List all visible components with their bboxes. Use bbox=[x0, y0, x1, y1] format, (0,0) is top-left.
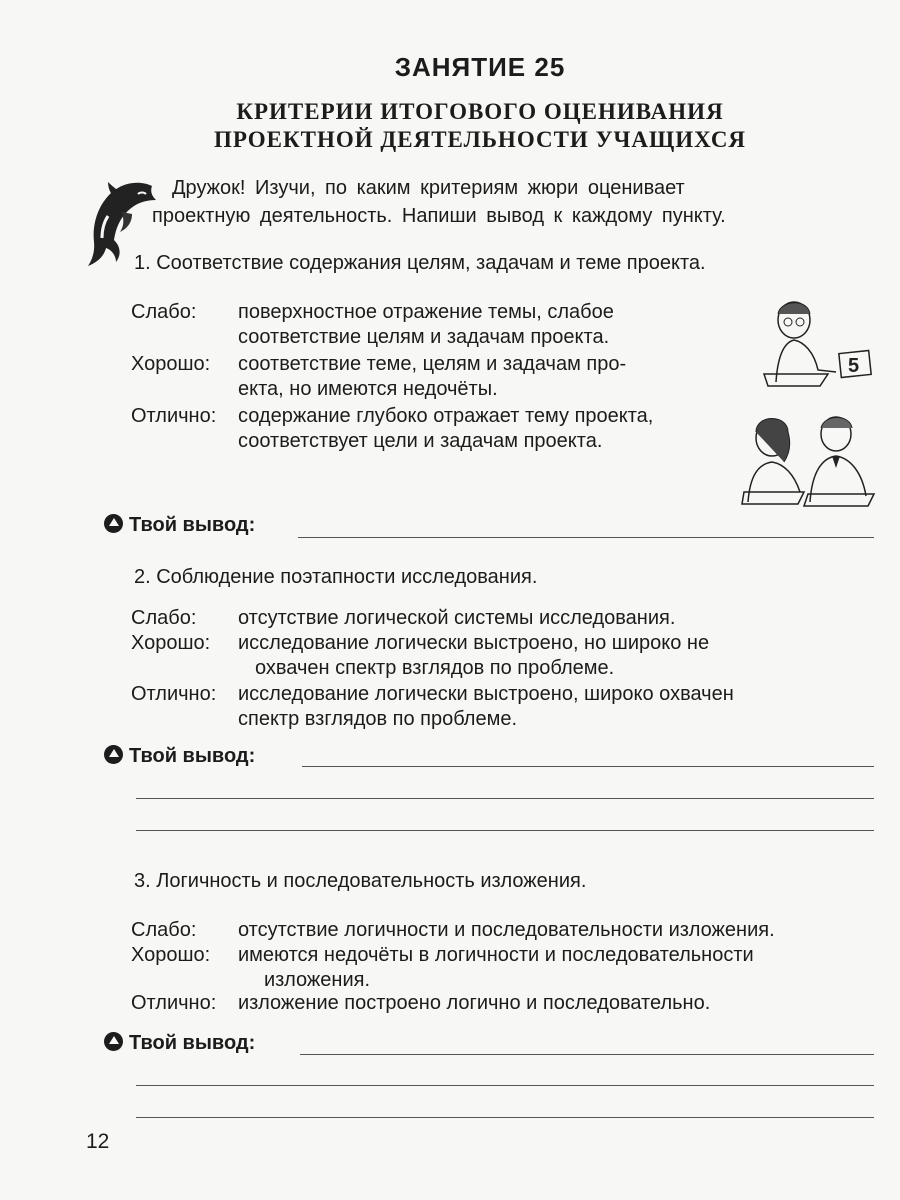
answer-line[interactable] bbox=[302, 766, 874, 767]
criterion-text: содержание глубоко отражает тему проекта, bbox=[238, 405, 654, 427]
grade-card-digit: 5 bbox=[848, 355, 860, 377]
criterion-text: екта, но имеются недочёты. bbox=[238, 378, 498, 400]
criterion-label: Слабо: bbox=[131, 301, 197, 323]
criterion-text: изложение построено логично и последовательно. bbox=[238, 992, 711, 1014]
criterion-good bbox=[131, 631, 891, 681]
criterion-text: соответствие целям и задачам проекта. bbox=[238, 326, 610, 348]
criterion-text: исследование логически выстроено, широко охвачен bbox=[238, 683, 734, 705]
criterion-excellent bbox=[131, 404, 741, 454]
criterion-good bbox=[131, 352, 741, 402]
criterion-text: поверхностное отражение темы, слабое bbox=[238, 301, 614, 323]
conclusion-text: Твой вывод: bbox=[129, 1032, 256, 1054]
answer-line[interactable] bbox=[136, 1085, 874, 1086]
conclusion-marker-icon bbox=[104, 1032, 123, 1051]
criterion-text: имеются недочёты в логичности и последовательности bbox=[238, 944, 754, 966]
page-title-line-2: ПРОЕКТНОЙ ДЕЯТЕЛЬНОСТИ УЧАЩИХСЯ bbox=[213, 127, 747, 152]
criterion-weak bbox=[131, 918, 891, 943]
answer-line[interactable] bbox=[136, 830, 874, 831]
conclusion-label-1 bbox=[104, 514, 255, 537]
page-title bbox=[0, 98, 900, 154]
answer-line[interactable] bbox=[136, 798, 874, 799]
criterion-text: отсутствие логической системы исследования. bbox=[238, 607, 676, 629]
criterion-excellent bbox=[131, 682, 891, 732]
page-title-line-1: КРИТЕРИИ ИТОГОВОГО ОЦЕНИВАНИЯ bbox=[236, 99, 724, 124]
criterion-text: охвачен спектр взглядов по проблеме. bbox=[255, 657, 615, 679]
criterion-label: Хорошо: bbox=[131, 944, 211, 966]
intro-line-1: Дружок! Изучи, по каким критериям жюри оценивает bbox=[172, 177, 685, 199]
criterion-weak bbox=[131, 606, 891, 631]
criterion-weak bbox=[131, 300, 741, 350]
criterion-excellent bbox=[131, 991, 891, 1016]
intro-text bbox=[152, 174, 882, 230]
section-3-heading: 3. Логичность и последовательность изложения. bbox=[134, 870, 587, 892]
conclusion-text: Твой вывод: bbox=[129, 745, 256, 767]
criterion-label: Отлично: bbox=[131, 992, 217, 1014]
conclusion-label-2 bbox=[104, 745, 255, 768]
page-number: 12 bbox=[86, 1130, 110, 1153]
criterion-text: отсутствие логичности и последовательности изложения. bbox=[238, 919, 775, 941]
answer-line[interactable] bbox=[298, 537, 874, 538]
criterion-text: исследование логически выстроено, но широко не bbox=[238, 632, 710, 654]
criterion-text: соответствие теме, целям и задачам про- bbox=[238, 353, 627, 375]
criterion-label: Хорошо: bbox=[131, 632, 211, 654]
conclusion-marker-icon bbox=[104, 514, 123, 533]
criterion-label: Отлично: bbox=[131, 683, 217, 705]
criterion-text: спектр взглядов по проблеме. bbox=[238, 708, 518, 730]
section-2-heading: 2. Соблюдение поэтапности исследования. bbox=[134, 566, 538, 588]
jury-illustration bbox=[738, 406, 880, 510]
answer-line[interactable] bbox=[300, 1054, 874, 1055]
criterion-label: Хорошо: bbox=[131, 353, 211, 375]
conclusion-label-3 bbox=[104, 1032, 255, 1055]
criterion-text: изложения. bbox=[264, 969, 371, 991]
criterion-text: соответствует цели и задачам проекта. bbox=[238, 430, 603, 452]
answer-line[interactable] bbox=[136, 1117, 874, 1118]
section-1-heading: 1. Соответствие содержания целям, задачам и теме проекта. bbox=[134, 252, 706, 274]
intro-line-2: проектную деятельность. Напиши вывод к каждому пункту. bbox=[152, 205, 726, 227]
criterion-label: Слабо: bbox=[131, 607, 197, 629]
lesson-title: ЗАНЯТИЕ 25 bbox=[394, 52, 566, 82]
conclusion-marker-icon bbox=[104, 745, 123, 764]
criterion-label: Отлично: bbox=[131, 405, 217, 427]
criterion-good bbox=[131, 943, 891, 993]
student-illustration bbox=[762, 292, 882, 392]
criterion-label: Слабо: bbox=[131, 919, 197, 941]
conclusion-text: Твой вывод: bbox=[129, 514, 256, 536]
